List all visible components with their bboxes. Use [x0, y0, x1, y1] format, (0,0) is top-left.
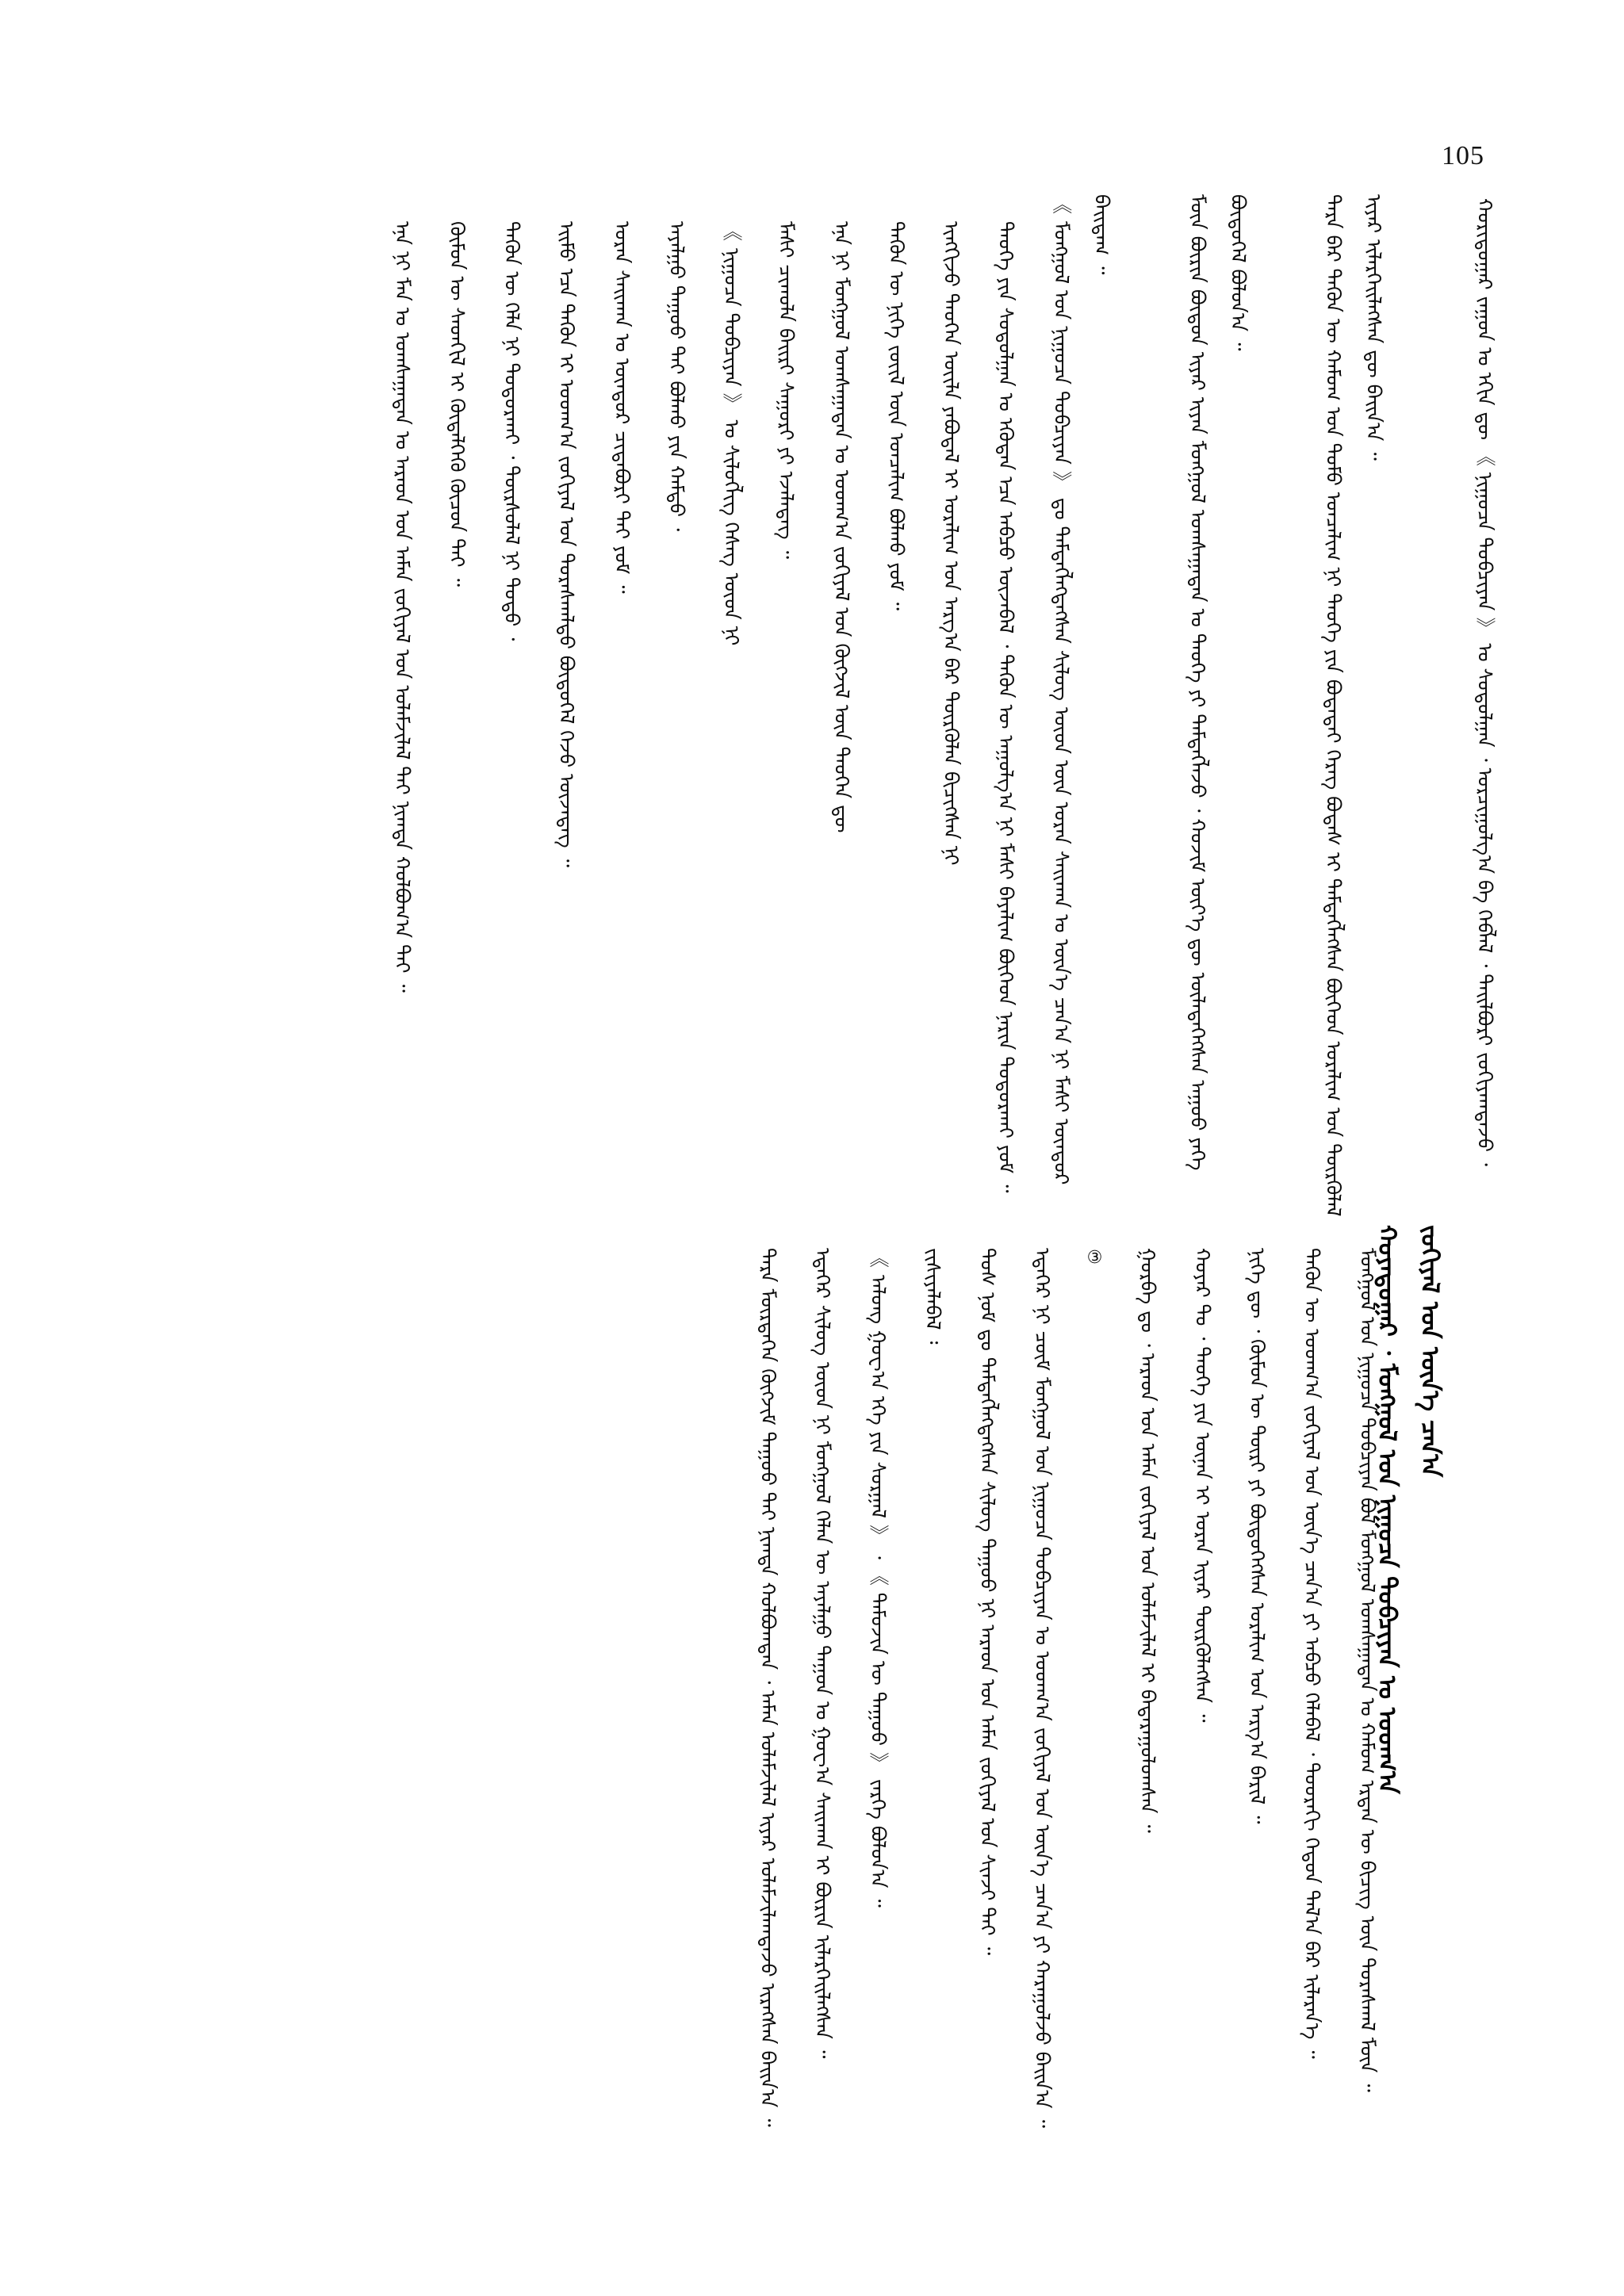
text-column-line: ᠲᠡᠭᠦᠨ ᠦ ᠤᠳᠬ᠎ᠠ ᠵᠣᠬᠢᠶᠠᠯ ᠤᠨ ᠦᠨ᠎ᠡ ᠴᠠᠨ᠎ᠠ ᠶᠢ ᠠᠪᠴᠤ ᠬᠡᠯᠡᠪᠡᠯ ᠂ ᠳᠣᠣᠷᠠᠬᠢ ᠬᠡᠳᠦᠨ ᠲᠠᠯ᠎ᠠ ᠪᠠᠷ ᠢᠯᠡᠷᠡᠨ᠎ᠡ ᠃	[1300, 1247, 1324, 2059]
text-column-line: ᠡᠳᠡᠭᠡᠷ ᠰᠢᠯᠦᠭ ᠦᠳ ᠨᠢ ᠮᠣᠩᠭᠣᠯ ᠬᠡᠯᠡᠨ ᠦ ᠠᠶᠠᠯᠭᠤ ᠳᠠᠭᠤᠨ ᠤ ᠭᠣᠸ᠎ᠠ ᠰᠠᠢᠬᠠᠨ ᠢ ᠪᠦᠷᠢᠨ ᠢᠯᠡᠷᠬᠡᠢᠯᠡᠭᠰᠡᠨ ᠃	[811, 1247, 835, 2059]
text-column-line: ᠵᠢᠱᠢᠶᠡᠯᠡᠪᠡᠯ ᠄	[921, 1247, 944, 1345]
text-column-line: ᠮᠥᠨ ᠪᠦᠷᠢᠨ ᠪᠦᠲᠦᠨ ᠢᠶᠡᠷ ᠢᠶᠡᠨ ᠮᠣᠩᠭᠣᠯ ᠤᠭᠰᠠᠭᠠᠲᠠᠨ ᠤ ᠲᠡᠦᠬᠡ ᠶᠢ ᠲᠡᠮᠳᠡᠭᠯᠡᠵᠦ ᠂ ᠬᠣᠵᠢᠮ ᠦᠶ᠎ᠡ ᠳᠦ ᠦᠯᠡᠳᠡᠭᠡᠭᠰᠡᠨ ᠠᠭᠤᠤ ᠶᠡᠬᠡ ᠪᠦᠲᠦᠭᠡᠯ ᠪᠣᠯᠤᠨ᠎ᠠ ᠃	[1185, 194, 1250, 1177]
text-column	[1313, 194, 1395, 1223]
text-column-line: ᠬᠦᠮᠦᠨ ᠦ ᠰᠡᠳᠬᠢᠯ ᠢ ᠬᠥᠳᠡᠯᠭᠡᠬᠦ ᠬᠦᠴᠦᠨ ᠲᠡᠢ ᠃	[446, 220, 469, 587]
footnote-marker-label: ③	[1085, 1247, 1105, 1269]
text-column	[1292, 1248, 1332, 2059]
text-column	[1041, 194, 1123, 1217]
text-column	[1128, 1248, 1168, 1833]
text-column	[857, 1248, 898, 1908]
text-column	[967, 1248, 1008, 1955]
text-column	[1237, 1248, 1277, 1824]
text-column-line: ᠡᠨᠡ ᠨᠢ ᠮᠣᠩᠭᠣᠯ ᠤᠭᠰᠠᠭᠠᠲᠠᠨ ᠤ ᠤᠳᠬ᠎ᠠ ᠵᠣᠬᠢᠶᠠᠯ ᠤᠨ ᠬᠥᠭᠵᠢᠯ ᠦᠨ ᠲᠡᠦᠬᠡᠨ ᠳᠦ	[829, 220, 853, 833]
text-column	[382, 221, 423, 993]
text-column-line: ᠲᠡᠷᠡ ᠮᠥᠷᠲᠡᠭᠡᠨ ᠬᠥᠭᠵᠢᠮ ᠳᠠᠭᠤᠤ ᠲᠠᠢ ᠨᠢᠭᠲᠠ ᠬᠣᠯᠪᠣᠭᠳᠠᠨ ᠂ ᠠᠮᠠᠨ ᠤᠯᠠᠮᠵᠢᠯᠠᠯ ᠢᠶᠠᠷ ᠤᠯᠠᠮᠵᠢᠯᠠᠭᠳᠠᠵᠤ ᠢᠷᠡᠭᠰᠡᠨ ᠪᠠᠢᠨ᠎ᠠ ᠃	[756, 1247, 780, 2127]
text-column	[802, 1248, 843, 2058]
text-column-line: ᠡᠢᠮᠦ ᠡᠴᠡ ᠲᠡᠭᠦᠨ ᠢ ᠤᠳᠬ᠎ᠠ ᠵᠣᠬᠢᠶᠠᠯ ᠤᠨ ᠳᠤᠷᠠᠰᠬᠠᠯᠲᠤ ᠪᠦᠲᠦᠭᠡᠯ ᠭᠡᠵᠦ ᠦᠵᠡᠳᠡᠭ ᠃	[555, 220, 579, 867]
text-column	[986, 221, 1026, 1193]
text-column-line: ᠨᠢᠭᠡ ᠳᠦ ᠂ ᠬᠦᠮᠦᠨ ᠦ ᠳᠦᠷᠢ ᠶᠢ ᠪᠦᠲᠦᠭᠡᠭᠰᠡᠨ ᠤᠷᠠᠯᠢᠭ ᠤᠨ ᠠᠷᠭ᠎ᠠ ᠪᠠᠷᠢᠯ ᠃	[1246, 1247, 1270, 1824]
text-column	[1177, 194, 1258, 1217]
text-column	[1022, 1248, 1063, 2128]
text-column-line: ᠲᠤᠰ ᠨᠣᠮ ᠳᠤ ᠲᠡᠮᠳᠡᠭᠯᠡᠭᠳᠡᠭᠰᠡᠨ ᠰᠢᠯᠦᠭ ᠳᠠᠭᠤᠤ ᠨᠢ ᠠᠷᠠᠳ ᠤᠨ ᠠᠮᠠᠨ ᠵᠣᠬᠢᠶᠠᠯ ᠤᠨ ᠰᠢᠨᠵᠢ ᠲᠡᠢ ᠃	[976, 1247, 1000, 1955]
text-column-line: ᠮᠣᠩᠭᠣᠯ ᠤᠨ ᠨᠢᠭᠤᠴᠠ ᠲᠣᠪᠴᠢᠶᠠᠨ ᠪᠣᠯ ᠮᠣᠩᠭᠣᠯ ᠤᠭᠰᠠᠭᠠᠲᠠᠨ ᠤ ᠬᠠᠮᠤᠭ ᠡᠷᠲᠡᠨ ᠦ ᠪᠢᠴᠢᠭ ᠦᠨ ᠳᠤᠷᠠᠰᠬᠠᠯ ᠮᠥᠨ ᠃	[1355, 1247, 1379, 2092]
text-column	[748, 1248, 788, 2127]
text-column	[822, 221, 862, 832]
text-column-line: ᠡᠳᠡᠭᠡᠷ ᠨᠢ ᠴᠥᠮ ᠮᠣᠩᠭᠣᠯ ᠤᠨ ᠨᠢᠭᠤᠴᠠ ᠲᠣᠪᠴᠢᠶᠠᠨ ᠤ ᠤᠳᠬ᠎ᠠ ᠵᠣᠬᠢᠶᠠᠯ ᠤᠨ ᠦᠨ᠎ᠡ ᠴᠠᠨ᠎ᠠ ᠶᠢ ᠬᠠᠷᠠᠭᠤᠯᠵᠤ ᠪᠠᠢᠨ᠎ᠠ ᠃	[1031, 1247, 1055, 2128]
text-column-line: ᠭᠤᠷᠪᠠ ᠳᠤ ᠂ ᠠᠷᠠᠳ ᠤᠨ ᠠᠮᠠᠨ ᠵᠣᠬᠢᠶᠠᠯ ᠤᠨ ᠤᠯᠠᠮᠵᠢᠯᠠᠯ ᠢ ᠪᠠᠳᠠᠷᠠᠭᠤᠯᠤᠭᠰᠠᠨ ᠃	[1136, 1247, 1159, 1833]
text-column-line: ᠲᠡᠭᠦᠨ ᠦ ᠬᠡᠯᠡ ᠨᠢ ᠲᠣᠳᠣᠷᠬᠠᠢ ᠂ ᠳᠦᠷᠰᠦᠯᠡᠯ ᠨᠢ ᠲᠣᠳᠣ ᠂	[500, 220, 524, 641]
text-column	[437, 221, 477, 587]
text-column-line: ᠠᠶᠠᠯᠭᠤ ᠳᠠᠭᠤᠤ ᠲᠠᠢ ᠪᠣᠯᠬᠤ ᠶᠢᠨ ᠬᠠᠮᠲᠤ ᠂	[665, 220, 688, 531]
text-column	[1347, 1248, 1388, 2092]
upper-text-block	[151, 194, 1483, 1223]
text-column-line: ᠡᠨᠡ ᠨᠢ ᠮᠠᠨ ᠤ ᠤᠭᠰᠠᠭᠠᠲᠠᠨ ᠤ ᠠᠷᠠᠳ ᠤᠨ ᠠᠮᠠᠨ ᠵᠣᠬᠢᠶᠠᠯ ᠤᠨ ᠤᠯᠠᠮᠵᠢᠯᠠᠯ ᠲᠠᠢ ᠨᠢᠭᠲᠠ ᠬᠣᠯᠪᠣᠭ᠎ᠠ ᠲᠠᠢ ᠃	[390, 220, 414, 993]
text-column-line: ᠤᠷᠠᠨ ᠰᠠᠢᠬᠠᠨ ᠤ ᠥᠨᠳᠥᠷ ᠴᠢᠳᠠᠪᠤᠷᠢ ᠲᠠᠢ ᠶᠤᠮ ᠃	[610, 220, 634, 594]
text-column	[602, 221, 642, 594]
lower-text-block	[151, 1221, 1435, 2164]
text-column-line: ᠮᠠᠰᠢ ᠴᠢᠬᠤᠯᠠ ᠪᠠᠢᠷᠢ ᠰᠠᠭᠤᠷᠢ ᠶᠢ ᠡᠵᠡᠯᠡᠳᠡᠭ ᠃	[775, 220, 799, 559]
text-column-line: ᠬᠣᠶᠠᠷ ᠲᠤ ᠂ ᠲᠡᠦᠬᠡ ᠶᠢᠨ ᠦᠨᠡᠨ ᠢ ᠤᠷᠠᠨ ᠢᠶᠡᠷ ᠲᠥᠷᠬᠦᠯᠡᠭᠰᠡᠨ ᠃	[1191, 1247, 1214, 1723]
text-column	[876, 221, 917, 610]
text-column-line: ᠢᠩᠭᠢᠵᠦ ᠲᠡᠦᠬᠡᠨ ᠦᠢᠯᠡ ᠶᠠᠪᠤᠳᠠᠯ ᠢ ᠤᠷᠠᠯᠢᠭ ᠤᠨ ᠠᠷᠭ᠎ᠠ ᠪᠠᠷ ᠲᠥᠷᠬᠦᠯᠡᠨ ᠪᠢᠴᠢᠭᠰᠡᠨ ᠨᠢ	[940, 220, 963, 866]
page-number: 105	[1442, 141, 1484, 170]
text-column-line: 《 ᠮᠣᠩᠭᠣᠯ ᠤᠨ ᠨᠢᠭᠤᠴᠠ ᠲᠣᠪᠴᠢᠶᠠᠨ 》 ᠳᠤ ᠲᠡᠮᠳᠡᠭᠯᠡᠭᠳᠡᠭᠰᠡᠨ ᠰᠢᠯᠦᠭ ᠦᠳ ᠦᠨ ᠤᠷᠠᠨ ᠰᠠᠢᠬᠠᠨ ᠤ ᠦᠨ᠎ᠡ ᠴᠠᠨ᠎ᠠ ᠨᠢ ᠮᠠᠰᠢ ᠥᠨᠳᠥᠷ ᠪᠠᠢᠳᠠᠭ ᠃	[1049, 194, 1113, 1192]
text-column	[931, 221, 971, 866]
text-column	[546, 221, 587, 867]
upper-right-line: ᠬᠤᠷᠢᠳᠤᠭᠠᠷ ᠵᠠᠭᠤᠨ ᠤ ᠡᠬᠢᠨ ᠳᠦ 《 ᠨᠢᠭᠤᠴᠠ ᠲᠣᠪᠴᠢᠶᠠᠨ 》 ᠤ ᠰᠤᠳᠤᠯᠭᠠᠨ ᠂ ᠣᠷᠴᠢᠭᠤᠯᠭ᠎ᠠ ᠪᠠ ᠬᠡᠪᠯᠡᠯ ᠂ ᠲᠠᠢᠯᠪᠤᠷᠢ ᠵᠣᠬᠢᠶᠠᠭᠳᠠᠵᠤ ᠂	[1473, 198, 1496, 1166]
text-column-line: ᠲᠡᠭᠦᠨ ᠦ ᠨᠢᠭᠡ ᠵᠦᠢᠯ ᠦᠨ ᠣᠨᠴᠠᠯᠢᠭ ᠪᠣᠯᠬᠤ ᠶᠤᠮ ᠃	[885, 220, 908, 610]
section-heading: ᠬᠤᠶᠠᠳᠤᠭᠠᠷ ᠂ ᠮᠣᠩᠭᠣᠯ ᠤᠨ ᠨᠢᠭᠤᠴᠠ ᠲᠣᠪᠴᠢᠶᠠᠨ ᠤ ᠤᠳᠬ᠎ᠠ ᠵᠣᠬᠢᠶᠠᠯ ᠤᠨ ᠦᠨ᠎ᠡ ᠴᠠᠨ᠎ᠠ	[1373, 1225, 1444, 1794]
text-column	[492, 221, 532, 641]
footnote-marker	[1077, 1248, 1113, 1269]
text-column	[766, 221, 806, 559]
text-column	[711, 221, 752, 645]
text-column-line: ᠲᠡᠦᠬᠡ ᠶᠢᠨ ᠰᠤᠳᠤᠯᠭᠠᠨ ᠤ ᠡᠭᠦᠳᠡᠨ ᠡᠴᠡ ᠠᠪᠴᠤ ᠦᠵᠡᠪᠡᠯ ᠂ ᠲᠡᠭᠦᠨ ᠦ ᠠᠭᠤᠯᠭ᠎ᠠ ᠨᠢ ᠮᠠᠰᠢ ᠪᠠᠶᠠᠯᠢᠭ ᠪᠥᠭᠡᠳ ᠨᠠᠷᠢᠨ ᠲᠣᠳᠣᠷᠬᠠᠢ ᠶᠤᠮ ᠃	[994, 220, 1018, 1193]
text-column-line: 《 ᠨᠢᠭᠤᠴᠠ ᠲᠣᠪᠴᠢᠶᠠᠨ 》 ᠤ ᠰᠢᠯᠦᠭᠯᠢᠭ ᠬᠡᠰᠡᠭ ᠦᠳ ᠨᠢ	[720, 220, 744, 646]
text-column	[913, 1248, 953, 1344]
text-column	[657, 221, 697, 531]
text-column	[1182, 1248, 1223, 1722]
text-column-line: ᠲᠡᠷᠡ ᠪᠡᠷ ᠲᠡᠭᠦᠨ ᠦ ᠬᠠᠮᠤᠭ ᠤᠨ ᠲᠣᠮᠣ ᠣᠨᠴᠠᠯᠢᠭ ᠨᠢ ᠲᠡᠦᠬᠡ ᠶᠢᠨ ᠪᠣᠳᠠᠲᠠᠢ ᠬᠡᠷᠡᠭ ᠪᠣᠳᠠᠰ ᠢ ᠲᠡᠮᠳᠡᠭᠯᠡᠭᠰᠡᠨ ᠪᠥᠭᠡᠳ ᠤᠷᠠᠯᠢᠭ ᠤᠨ ᠲᠥᠷᠬᠦᠯᠡᠯ ᠢᠶᠡᠷ ᠢᠯᠡᠷᠬᠡᠢᠯᠡᠭᠰᠡᠨ ᠳᠦ ᠪᠠᠢᠨ᠎ᠠ ᠃	[1322, 194, 1386, 1223]
text-column-line: 《 ᠠᠯᠤᠩ ᠭᠣᠸ᠎ᠠ ᠡᠬᠡ ᠶᠢᠨ ᠰᠤᠷᠭᠠᠯ 》 ᠂ 《 ᠲᠡᠮᠦᠵᠢᠨ ᠦ ᠳᠠᠭᠤᠤ 》 ᠵᠡᠷᠭᠡ ᠪᠣᠯᠤᠨ᠎ᠠ ᠃	[866, 1247, 890, 1908]
